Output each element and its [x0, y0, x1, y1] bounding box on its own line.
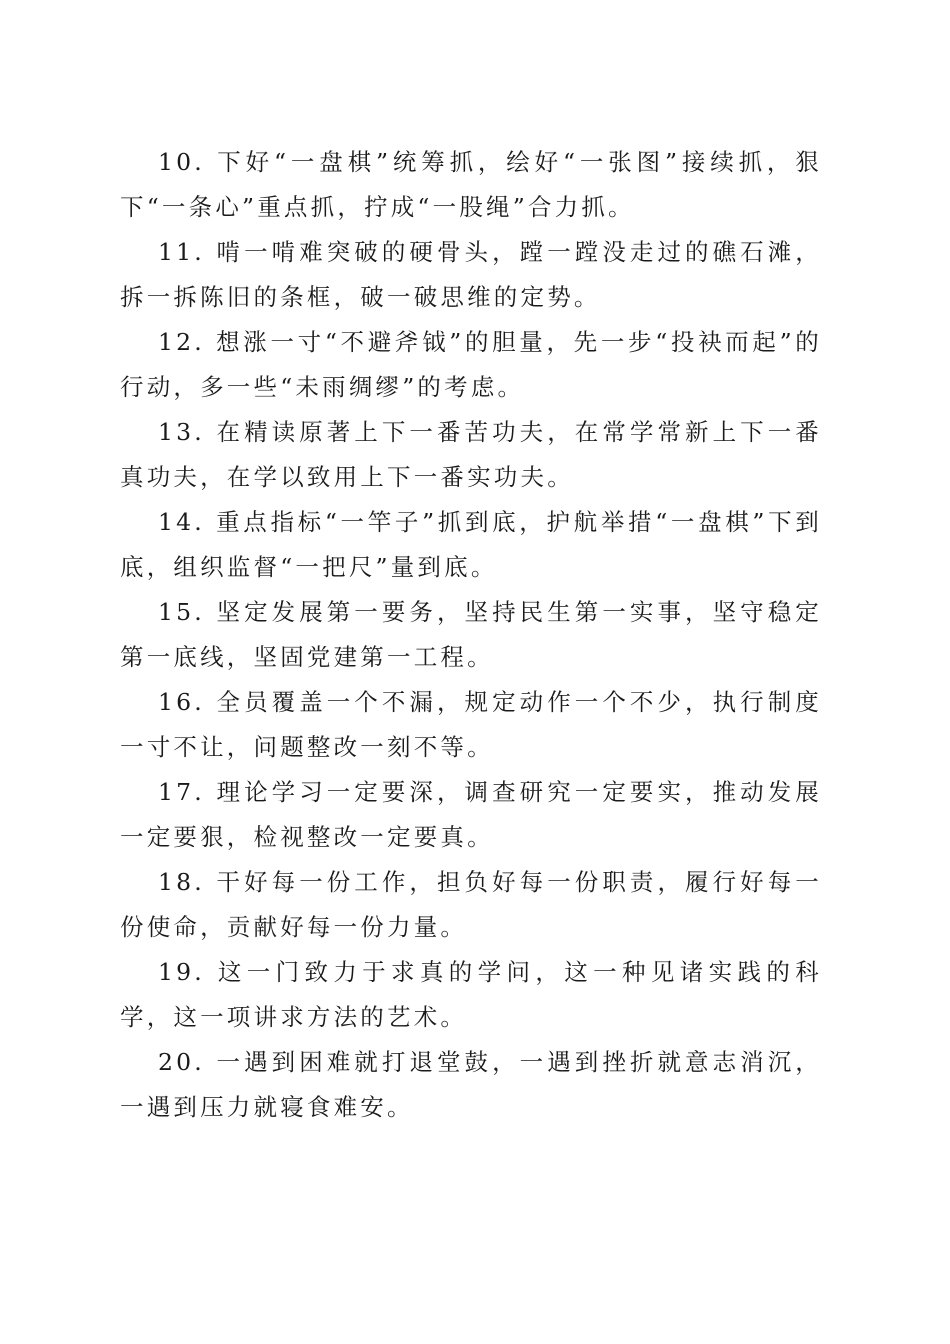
paragraph-15: 15. 坚定发展第一要务，坚持民生第一实事，坚守稳定第一底线，坚固党建第一工程。 — [120, 598, 822, 671]
document-body — [120, 140, 822, 1130]
paragraph-12: 12. 想涨一寸“不避斧钺”的胆量，先一步“投袂而起”的行动，多一些“未雨绸缪”的考虑。 — [120, 328, 822, 401]
paragraph-16: 16. 全员覆盖一个不漏，规定动作一个不少，执行制度一寸不让，问题整改一刻不等。 — [120, 688, 822, 761]
paragraph-19: 19. 这一门致力于求真的学问，这一种见诸实践的科学，这一项讲求方法的艺术。 — [120, 958, 822, 1031]
paragraph-11: 11. 啃一啃难突破的硬骨头，蹚一蹚没走过的礁石滩，拆一拆陈旧的条框，破一破思维的定势。 — [120, 238, 822, 311]
paragraph-10: 10. 下好“一盘棋”统筹抓，绘好“一张图”接续抓，狠下“一条心”重点抓，拧成“一股绳”合力抓。 — [120, 148, 822, 221]
paragraph-17: 17. 理论学习一定要深，调查研究一定要实，推动发展一定要狠，检视整改一定要真。 — [120, 778, 822, 851]
paragraph-14: 14. 重点指标“一竿子”抓到底，护航举措“一盘棋”下到底，组织监督“一把尺”量到底。 — [120, 508, 822, 581]
paragraph-20: 20. 一遇到困难就打退堂鼓，一遇到挫折就意志消沉，一遇到压力就寝食难安。 — [120, 1048, 822, 1121]
paragraph-13: 13. 在精读原著上下一番苦功夫，在常学常新上下一番真功夫，在学以致用上下一番实功夫。 — [120, 418, 822, 491]
paragraph-18: 18. 干好每一份工作，担负好每一份职责，履行好每一份使命，贡献好每一份力量。 — [120, 868, 822, 941]
